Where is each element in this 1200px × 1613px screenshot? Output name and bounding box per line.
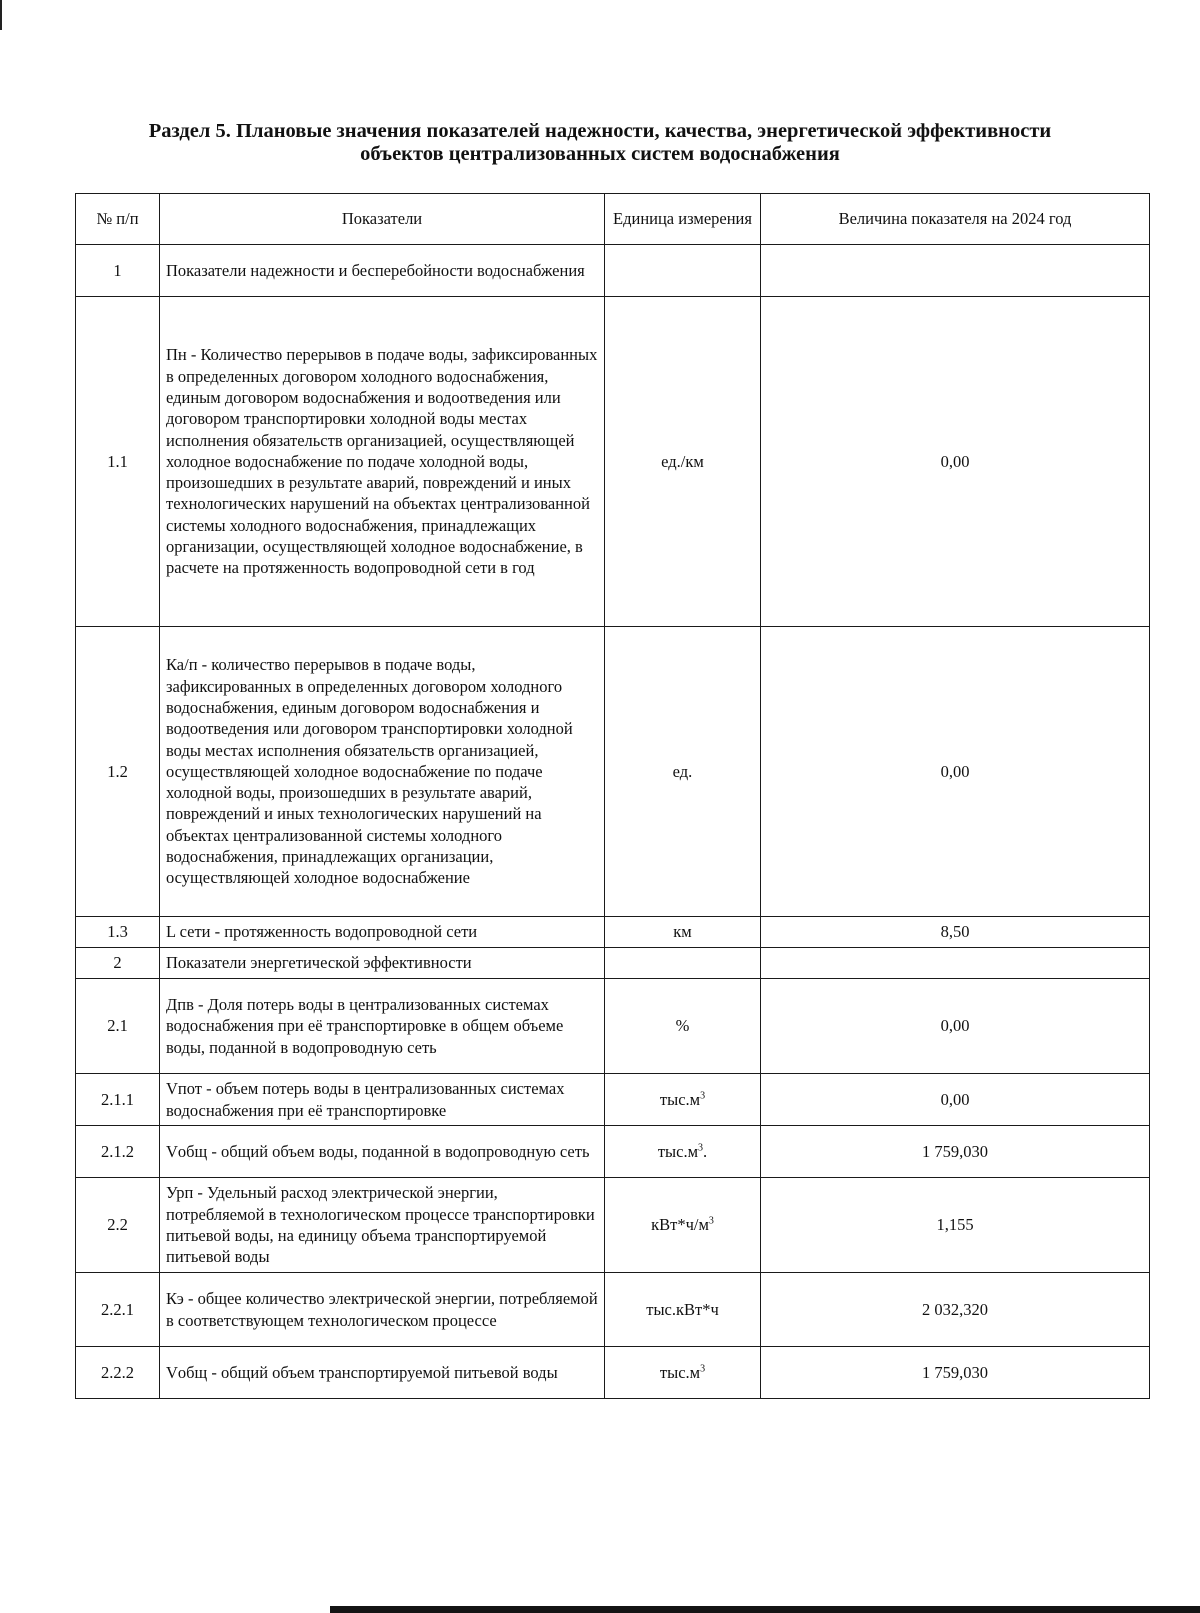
- row-num: 1.2: [76, 627, 160, 917]
- header-unit: Единица измерения: [605, 194, 761, 245]
- row-num: 1.3: [76, 917, 160, 948]
- unit-suffix: .: [703, 1141, 708, 1161]
- scan-edge-mark: [0, 0, 2, 30]
- row-name: Vпот - объем потерь воды в централизованных системах водоснабжения при её транспортировке: [160, 1074, 605, 1126]
- table-row: [76, 948, 1150, 979]
- row-value: 1 759,030: [761, 1347, 1150, 1399]
- header-value: Величина показателя на 2024 год: [761, 194, 1150, 245]
- page-title: [60, 120, 1140, 166]
- row-num: 2.1.2: [76, 1126, 160, 1178]
- row-unit: ед.: [605, 627, 761, 917]
- row-value: 8,50: [761, 917, 1150, 948]
- row-value: 0,00: [761, 627, 1150, 917]
- page-title-line-1: Раздел 5. Плановые значения показателей надежности, качества, энергетической эффективности: [148, 120, 1052, 142]
- page-title-line-2: объектов централизованных систем водоснабжения: [360, 143, 840, 165]
- header-name: Показатели: [160, 194, 605, 245]
- table-row: [76, 1178, 1150, 1273]
- row-name: Дпв - Доля потерь воды в централизованных системах водоснабжения при её транспортировке в общем объеме воды, поданной в водопроводную сеть: [160, 979, 605, 1074]
- row-num: 2.2.2: [76, 1347, 160, 1399]
- row-name: Показатели энергетической эффективности: [160, 948, 605, 979]
- row-num: 2: [76, 948, 160, 979]
- row-num: 2.1.1: [76, 1074, 160, 1126]
- table-row: [76, 1074, 1150, 1126]
- row-unit: [605, 1347, 761, 1399]
- unit-superscript: 3: [708, 1215, 714, 1227]
- row-name: L сети - протяженность водопроводной сети: [160, 917, 605, 948]
- row-value: [761, 948, 1150, 979]
- table-row: [76, 917, 1150, 948]
- unit-text: тыс.м: [657, 1141, 699, 1161]
- row-num: 1: [76, 245, 160, 297]
- row-name: Vобщ - общий объем воды, поданной в водопроводную сеть: [160, 1126, 605, 1178]
- table-row: [76, 1347, 1150, 1399]
- row-value: 1,155: [761, 1178, 1150, 1273]
- unit-superscript: 3: [700, 1090, 706, 1102]
- row-name: Кэ - общее количество электрической энергии, потребляемой в соответствующем технологическом процессе: [160, 1273, 605, 1347]
- scan-bottom-bar: [330, 1606, 1200, 1613]
- row-unit: км: [605, 917, 761, 948]
- table-row: [76, 297, 1150, 627]
- row-unit: тыс.кВт*ч: [605, 1273, 761, 1347]
- header-num: № п/п: [76, 194, 160, 245]
- unit-superscript: 3: [698, 1142, 704, 1154]
- table-row: [76, 1273, 1150, 1347]
- row-num: 2.2.1: [76, 1273, 160, 1347]
- row-value: 1 759,030: [761, 1126, 1150, 1178]
- row-name: Показатели надежности и бесперебойности водоснабжения: [160, 245, 605, 297]
- table-row: [76, 979, 1150, 1074]
- row-value: 0,00: [761, 979, 1150, 1074]
- row-name: Урп - Удельный расход электрической энергии, потребляемой в технологическом процессе транспортировки питьевой воды, на единицу объема транспортируемой питьевой воды: [160, 1178, 605, 1273]
- row-num: 1.1: [76, 297, 160, 627]
- row-unit: %: [605, 979, 761, 1074]
- row-num: 2.2: [76, 1178, 160, 1273]
- row-name: Vобщ - общий объем транспортируемой питьевой воды: [160, 1347, 605, 1399]
- unit-text: тыс.м: [659, 1089, 701, 1109]
- row-value: 0,00: [761, 297, 1150, 627]
- row-value: [761, 245, 1150, 297]
- unit-text: тыс.м: [659, 1362, 701, 1382]
- row-value: 2 032,320: [761, 1273, 1150, 1347]
- row-unit: [605, 1126, 761, 1178]
- row-unit: [605, 1178, 761, 1273]
- unit-superscript: 3: [700, 1363, 706, 1375]
- unit-text: кВт*ч/м: [651, 1215, 709, 1235]
- table-row: [76, 627, 1150, 917]
- row-unit: [605, 1074, 761, 1126]
- table-row: [76, 245, 1150, 297]
- row-name: Ка/п - количество перерывов в подаче воды, зафиксированных в определенных договором холодного водоснабжения, единым договором водоснабжения и водоотведения или договором транспортировки холодной воды местах исполнения обязательств организацией, осуществляющей холодное водоснабжение по подаче холодной воды, произошедших в результате аварий, повреждений и иных технологических нарушений на объектах централизованной системы холодного водоснабжения, принадлежащих организации, осуществляющей холодное водоснабжение: [160, 627, 605, 917]
- row-unit: [605, 948, 761, 979]
- indicators-table: [75, 193, 1150, 1399]
- row-name: Пн - Количество перерывов в подаче воды, зафиксированных в определенных договором холодного водоснабжения, единым договором водоснабжения и водоотведения или договором транспортировки холодной воды местах исполнения обязательств организацией, осуществляющей холодное водоснабжение по подаче холодной воды, произошедших в результате аварий, повреждений и иных технологических нарушений на объектах централизованной системы холодного водоснабжения, принадлежащих организации, осуществляющей холодное водоснабжение, в расчете на протяженность водопроводной сети в год: [160, 297, 605, 627]
- table-row: [76, 1126, 1150, 1178]
- row-num: 2.1: [76, 979, 160, 1074]
- table-header-row: [76, 194, 1150, 245]
- row-unit: ед./км: [605, 297, 761, 627]
- row-value: 0,00: [761, 1074, 1150, 1126]
- row-unit: [605, 245, 761, 297]
